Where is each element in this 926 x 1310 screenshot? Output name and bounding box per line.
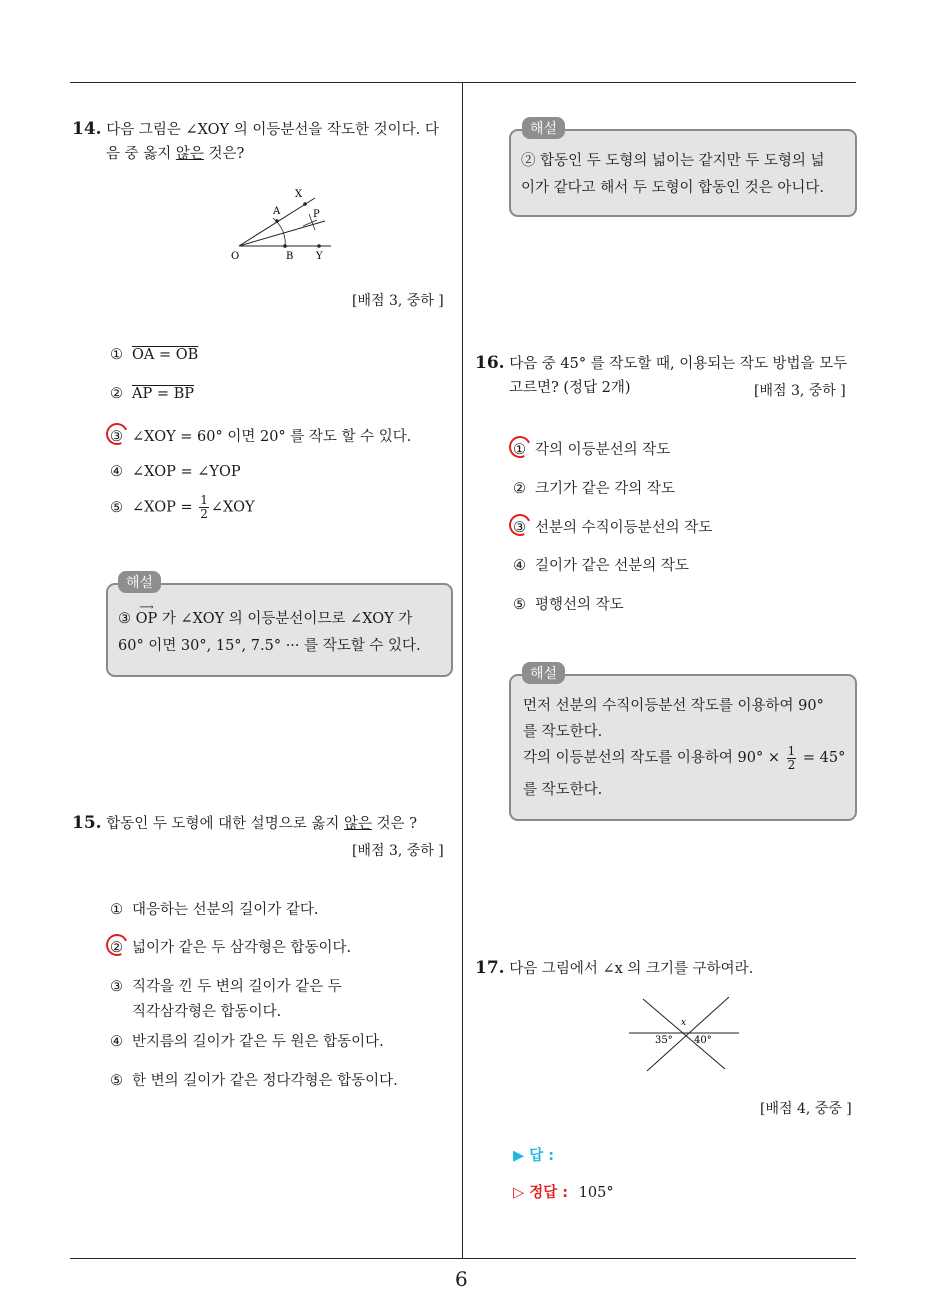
- label-x: X: [295, 189, 303, 200]
- q16-option-4[interactable]: ④ 길이가 같은 선분의 작도: [513, 558, 689, 574]
- q14-option-3[interactable]: ③ ∠XOY = 60° 이면 20° 를 작도 할 수 있다.: [110, 429, 412, 445]
- q16-option-1[interactable]: ① 각의 이등분선의 작도: [513, 442, 671, 458]
- q16-solution-line2: 를 작도한다.: [523, 724, 603, 740]
- label-a: A: [273, 206, 281, 217]
- q16-solution-line1: 먼저 선분의 수직이등분선 작도를 이용하여 90°: [523, 698, 824, 714]
- q15-solution-line2: 이가 같다고 해서 두 도형이 합동인 것은 아니다.: [521, 180, 825, 196]
- column-divider: [462, 83, 463, 1258]
- q14-solution-box: [106, 583, 453, 677]
- q16-line1: 16. 다음 중 45° 를 작도할 때, 이용되는 작도 방법을 모두: [475, 353, 848, 373]
- arc-ab: [273, 218, 285, 248]
- q15-solution-tag: 해설: [522, 117, 565, 139]
- q14-solution-tag: 해설: [118, 571, 161, 593]
- q15-number: 15.: [72, 813, 102, 833]
- q14-figure: [225, 182, 345, 264]
- label-35: 35°: [655, 1035, 673, 1046]
- line-ascending: [647, 997, 729, 1071]
- q16-solution-line4: 를 작도한다.: [523, 782, 603, 798]
- q17-answer-label: ▶ 답 :: [513, 1148, 555, 1164]
- label-b: B: [286, 251, 294, 262]
- q16-line2: 고르면? (정답 2개): [509, 380, 631, 396]
- q15-line1: 15. 합동인 두 도형에 대한 설명으로 옳지 않은 것은 ?: [72, 813, 417, 833]
- point-b: [283, 244, 287, 248]
- q16-option-3[interactable]: ③ 선분의 수직이등분선의 작도: [513, 520, 713, 536]
- q17-score: [배점 4, 중중 ]: [760, 1101, 852, 1117]
- q16-number: 16.: [475, 353, 505, 373]
- label-x: x: [681, 1018, 687, 1028]
- q15-option-5[interactable]: ⑤ 한 변의 길이가 같은 정다각형은 합동이다.: [110, 1073, 398, 1089]
- q15-option-4[interactable]: ④ 반지름의 길이가 같은 두 원은 합동이다.: [110, 1034, 384, 1050]
- q15-solution-line1: ② 합동인 두 도형의 넓이는 같지만 두 도형의 넓: [521, 153, 825, 169]
- label-40: 40°: [694, 1035, 712, 1046]
- line-descending: [643, 999, 725, 1069]
- q14-option-2[interactable]: ② AP = BP: [110, 386, 195, 402]
- q14-option-5[interactable]: ⑤ ∠XOP = $\frac{1}{2}$ ∠XOY: [110, 493, 255, 521]
- q17-correct-label: ▷ 정답 :: [513, 1185, 569, 1201]
- q16-solution-fraction: $\frac{1}{2}$: [787, 743, 796, 772]
- page-number: 6: [455, 1267, 468, 1291]
- q15-score: [배점 3, 중하 ]: [352, 843, 444, 859]
- q14-solution-line2: 60° 이면 30°, 15°, 7.5° ··· 를 작도할 수 있다.: [118, 638, 421, 654]
- ray-op: [239, 221, 325, 246]
- q17-line1: 17. 다음 그림에서 ∠x 의 크기를 구하여라.: [475, 958, 754, 978]
- q15-option-1[interactable]: ① 대응하는 선분의 길이가 같다.: [110, 902, 319, 918]
- vector-op: ⟶ OP: [135, 602, 158, 627]
- q17-correct-value: 105°: [578, 1185, 614, 1201]
- top-rule: [70, 82, 856, 83]
- q14-line1: 14. 다음 그림은 ∠XOY 의 이등분선을 작도한 것이다. 다: [72, 119, 439, 139]
- label-y: Y: [316, 251, 323, 262]
- point-a: [275, 219, 279, 223]
- q14-solution-line1: ③ ⟶ OP 가 ∠XOY 의 이등분선이므로 ∠XOY 가: [118, 605, 412, 634]
- q16-solution-box: [509, 674, 857, 821]
- q14-option-4[interactable]: ④ ∠XOP = ∠YOP: [110, 464, 241, 480]
- q16-score: [배점 3, 중하 ]: [754, 383, 846, 399]
- label-o: O: [231, 251, 240, 262]
- q16-solution-line3: 각의 이등분선의 작도를 이용하여 90° × $\frac{1}{2}$ = 45°: [523, 743, 846, 772]
- q17-correct-row: [513, 1181, 614, 1202]
- q16-option-2[interactable]: ② 크기가 같은 각의 작도: [513, 481, 675, 497]
- bottom-rule: [70, 1258, 856, 1259]
- q16-solution-tag: 해설: [522, 662, 565, 684]
- q15-option-3-cont: 직각삼각형은 합동이다.: [132, 1004, 282, 1020]
- q15-solution-box: [509, 129, 857, 217]
- q14-line2: 음 중 옳지 않은 것은?: [106, 146, 245, 162]
- label-p: P: [313, 209, 320, 220]
- point-y: [317, 244, 321, 248]
- q14-option-5-fraction: $\frac{1}{2}$: [200, 493, 208, 521]
- q14-option-1[interactable]: ① OA = OB: [110, 347, 199, 363]
- q16-option-5[interactable]: ⑤ 평행선의 작도: [513, 597, 624, 613]
- q15-option-3[interactable]: ③ 직각을 낀 두 변의 길이가 같은 두: [110, 979, 342, 995]
- q17-figure: [625, 995, 743, 1075]
- q14-score: [배점 3, 중하 ]: [352, 293, 444, 309]
- point-x: [303, 202, 307, 206]
- q17-number: 17.: [475, 958, 505, 978]
- q15-option-2[interactable]: ② 넓이가 같은 두 삼각형은 합동이다.: [110, 940, 352, 956]
- q14-number: 14.: [72, 119, 102, 139]
